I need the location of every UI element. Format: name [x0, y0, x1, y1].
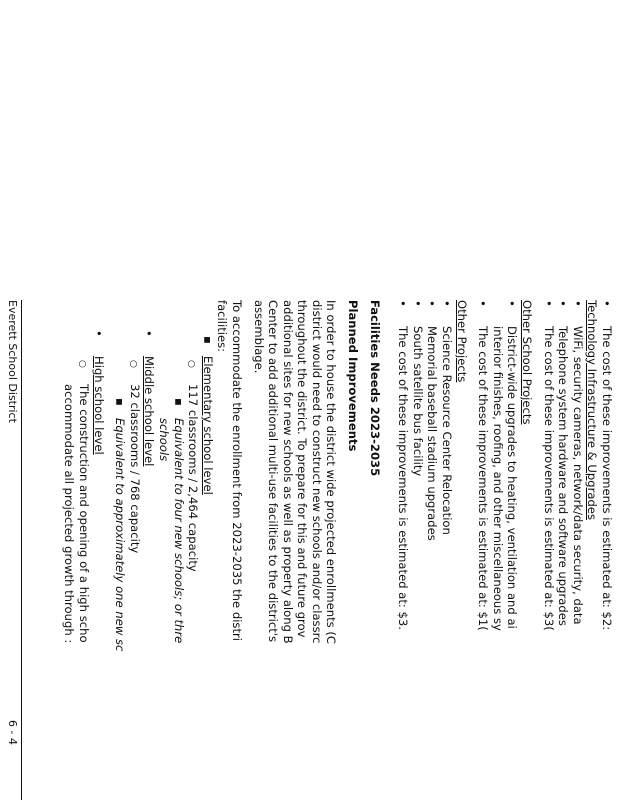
list-item: ○ The construction and opening of a high scho — [76, 300, 91, 800]
paragraph-line: additional sites for new schools as well as property along B — [280, 300, 295, 644]
list-item: • WiFi, security cameras, network/data security, data — [570, 300, 585, 800]
cost-estimate-line: • The cost of these improvements is estimated at: $3( — [541, 300, 556, 800]
section-heading-other-projects: Other Projects — [454, 300, 469, 383]
cost-estimate-line: • The cost of these improvements is estimated at: $1( — [476, 300, 491, 800]
list-item-continuation: schools — [156, 418, 171, 462]
list-item: ○ 117 classrooms / 2,464 capacity — [186, 300, 201, 800]
document-body — [62, 300, 614, 800]
paragraph-line: district would need to construct new schools and/or classrc — [309, 300, 324, 644]
paragraph-line: assemblage. — [251, 300, 266, 374]
list-item: • South satellite bus facility — [410, 300, 425, 800]
list-item: • Telephone system hardware and software upgrades — [556, 300, 571, 800]
level-heading-elementary: ▪ Elementary school level — [200, 300, 215, 800]
cost-estimate-line: • The cost of these improvements is estimated at: $2: — [599, 300, 614, 800]
list-item-continuation: accommodate all projected growth through : — [62, 384, 77, 644]
section-heading-technology: Technology Infrastructure & Upgrades — [585, 300, 600, 520]
list-item: ○ 32 classrooms / 768 capacity — [127, 300, 142, 800]
paragraph-line: To accommodate the enrollment from 2023-2035 the distri — [229, 300, 244, 642]
section-title-facilities-needs: Facilities Needs 2023-2035 — [367, 300, 382, 477]
list-item: • Memorial baseball stadium upgrades — [425, 300, 440, 800]
level-heading-high: • High school level — [91, 300, 106, 800]
paragraph-line: Center to add additional multi-use facilities to the district's — [266, 300, 281, 643]
footer-page-number: 6 - 4 — [6, 720, 19, 745]
paragraph-line: throughout the district. To prepare for this and future grov — [295, 300, 310, 638]
level-heading-middle: • Middle school level — [142, 300, 157, 800]
list-item: • Science Resource Center Relocation — [439, 300, 454, 800]
list-item: • District-wide upgrades to heating, ventilation and ai — [505, 300, 520, 800]
section-heading-other-school-projects: Other School Projects — [520, 300, 535, 425]
page-footer — [6, 300, 22, 800]
cost-estimate-line: • The cost of these improvements is estimated at: $3. — [396, 300, 411, 800]
subsection-title-planned-improvements: Planned Improvements — [346, 300, 361, 452]
paragraph-line: facilities: — [215, 300, 230, 353]
list-item: ▪ Equivalent to four new schools; or thre — [171, 300, 186, 800]
list-item-continuation: interior finishes, roofing, and other miscellaneous sy — [490, 326, 505, 631]
footer-district-name: Everett School District — [6, 300, 19, 423]
list-item: ▪ Equivalent to approximately one new sc — [113, 300, 128, 800]
paragraph-line: In order to house the district wide projected enrollments (C — [324, 300, 339, 644]
